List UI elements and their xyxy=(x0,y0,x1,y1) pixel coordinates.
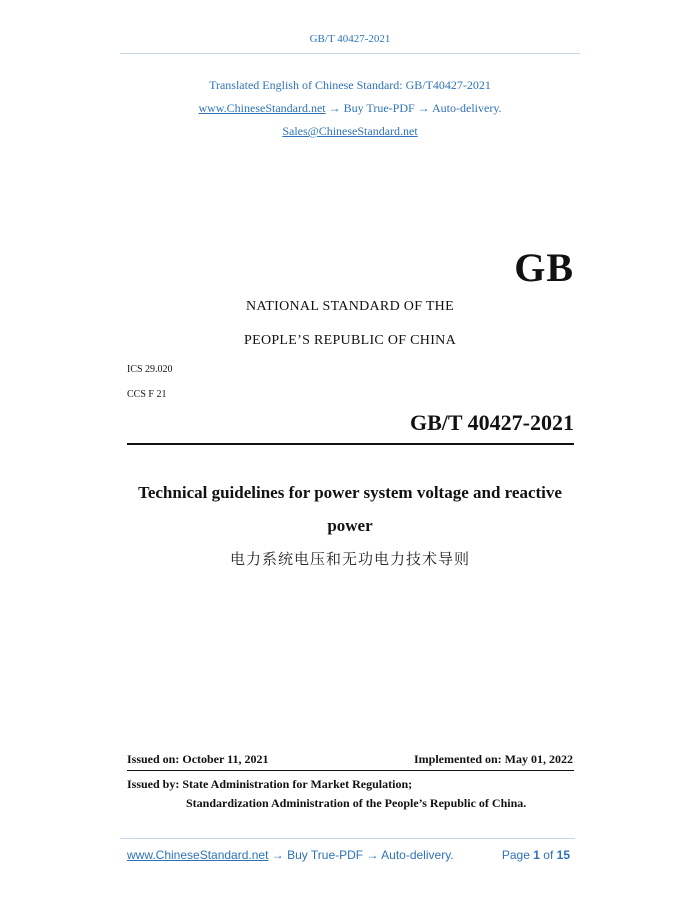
sales-email-link[interactable]: Sales@ChineseStandard.net xyxy=(282,124,418,138)
translation-notice: Translated English of Chinese Standard: GB/T40427-2021 xyxy=(209,78,491,92)
ccs-code: CCS F 21 xyxy=(127,389,167,400)
site-link[interactable]: www.ChineseStandard.net xyxy=(198,101,326,115)
footer-links xyxy=(127,848,454,862)
document-title-line1: Technical guidelines for power system voltage and reactive xyxy=(138,483,562,502)
standard-code-rule xyxy=(127,443,574,445)
footer-site-link[interactable]: www.ChineseStandard.net xyxy=(127,848,269,862)
arrow-icon: → xyxy=(271,848,284,862)
arrow-icon: → xyxy=(366,848,379,862)
footer-buy-pdf-text: Buy True-PDF xyxy=(287,848,364,862)
implemented-on-date: Implemented on: May 01, 2022 xyxy=(414,752,573,766)
standard-code: GB/T 40427-2021 xyxy=(409,410,574,435)
national-standard-line2: PEOPLE’S REPUBLIC OF CHINA xyxy=(244,333,456,348)
arrow-icon: → xyxy=(328,101,341,115)
page-indicator xyxy=(502,848,570,862)
auto-delivery-text: Auto-delivery. xyxy=(432,101,502,115)
buy-pdf-text: Buy True-PDF xyxy=(343,101,415,115)
footer-auto-delivery-text: Auto-delivery. xyxy=(381,848,454,862)
translation-links xyxy=(0,101,700,116)
page-of-label: of xyxy=(543,848,554,862)
page-label: Page xyxy=(501,848,530,862)
email-line xyxy=(0,124,700,139)
page-total: 15 xyxy=(556,848,570,862)
document-title-line2: power xyxy=(327,516,373,535)
footer-divider xyxy=(120,838,575,839)
issue-divider xyxy=(127,770,574,771)
page-current: 1 xyxy=(533,848,540,862)
chinese-title: 电力系统电压和无功电力技术导则 xyxy=(229,550,470,568)
issued-on-date: Issued on: October 11, 2021 xyxy=(127,752,269,766)
header-standard-code: GB/T 40427-2021 xyxy=(309,33,391,45)
issued-by-line2: Standardization Administration of the People’s Republic of China. xyxy=(186,796,527,810)
issued-by-line1: Issued by: State Administration for Market Regulation; xyxy=(127,777,413,791)
header-divider xyxy=(120,53,580,54)
gb-logo: GB xyxy=(514,245,574,290)
arrow-icon: → xyxy=(417,101,430,115)
national-standard-line1: NATIONAL STANDARD OF THE xyxy=(246,299,454,314)
ics-code: ICS 29.020 xyxy=(127,364,173,375)
